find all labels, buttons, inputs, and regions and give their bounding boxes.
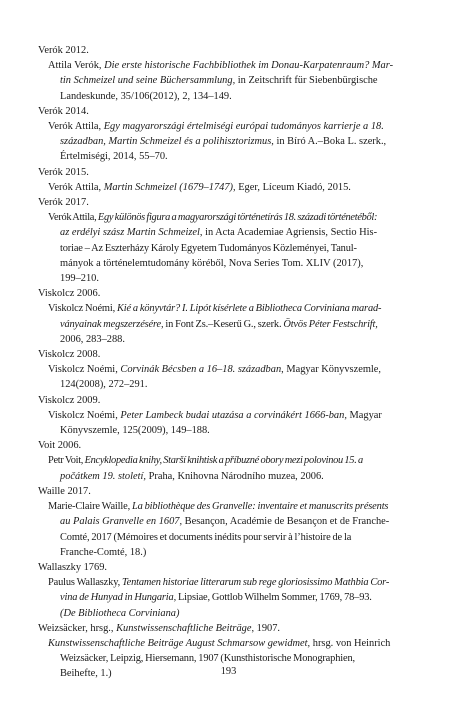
text-run: Die erste historische Fachbibliothek im Donau-Karpatenraum? Mar- [104,60,394,72]
text-run: Beihefte, 1.) [60,668,112,680]
text-run: Martin Schmeizel (1679–1747), [103,181,236,193]
entry-key: Verók 2014. [38,105,89,117]
entry-line [48,636,420,651]
text-run: Viskolcz Noémi, [48,303,117,315]
text-run: au Palais Granvelle en 1607, [60,516,183,528]
text-run: Weizsäcker, Leipzig, Hiersemann, 1907 (Kunsthistorische Monographien, [60,653,355,665]
text-run: , in Acta Academiae Agriensis, Sectio His- [199,227,378,239]
entry-line [48,58,420,73]
entry-key [38,621,420,636]
text-run: Értelmiségi, 2014, 55–70. [60,151,168,163]
text-run: Verók Attila, [48,121,104,133]
text-run: Lipsiae, Gottlob Wilhelm Sommer, 1769, 78–93. [176,592,372,604]
text-run: 2006, 283–288. [60,333,125,345]
entry-key: Verók 2015. [38,166,89,178]
text-run: tin Schmeizel und seine Büchersammlung, [60,75,236,87]
entry-key: Voit 2006. [38,440,82,452]
text-run: Verók Attila, [48,181,104,193]
text-run: Petr Voit, [48,455,85,467]
text-run: , in Bíró A.–Boka L. szerk., [271,136,387,148]
text-run: Franche-Comté, 18.) [60,546,147,558]
text-run: Corvinák Bécsben a 16–18. században [120,364,282,376]
entry-line [48,89,420,104]
text-run: Kunstwissenschaftliche Beiträge August Schmarsow gewidmet, [48,637,311,649]
text-run: Verók Attila, [48,212,98,224]
bibliography-entry [38,119,420,165]
text-run: hrsg. von Heinrich [310,637,391,649]
entry-line [48,408,420,423]
entry-line [48,423,420,438]
entry-line [48,241,420,256]
bibliography-entry [38,453,420,483]
text-run: mányok a történelemtudomány köréből, Nova Series Tom. XLIV (2017), [60,257,364,269]
text-run: ványainak megszerzésére, [60,318,164,330]
text-run: Besançon, Académie de Besançon et de Franche- [182,516,390,528]
bibliography-entry [38,362,420,392]
bibliography-entry [38,58,420,104]
text-run: Attila Verók, [48,60,105,72]
entry-key: Viskolcz 2006. [38,288,101,300]
entry-line [48,606,420,621]
entry-key: Verók 2012. [38,45,89,56]
text-run: (De Bibliotheca Corviniana) [60,607,180,619]
entry-line [48,514,420,529]
entry-line [48,362,420,377]
text-run: vina de Hunyad in Hungaria, [60,592,177,604]
text-run: az erdélyi szász Martin Schmeizel [60,227,200,239]
entry-line [48,530,420,545]
entry-key: Viskolcz 2009. [38,394,101,406]
entry-line [48,119,420,134]
entry-line [48,256,420,271]
bibliography-list [38,43,420,682]
text-run: Egy különös figura a magyarországi történetírás 18. századi történetéből: [97,212,378,224]
text-run: 199–210. [60,273,99,285]
text-run: Praha, Knihovna Národního muzea, 2006. [146,470,324,482]
entry-line [48,469,420,484]
bibliography-entry [38,180,420,195]
text-run: Landeskunde, 35/106(2012), 2, 134–149. [60,90,232,102]
text-run: Viskolcz Noémi, [48,409,121,421]
text-run: Marie-Claire Waille, [48,501,132,513]
text-run: , 1907. [251,622,281,634]
entry-line [48,73,420,88]
entry-line [48,545,420,560]
entry-line [48,149,420,164]
entry-line [48,377,420,392]
text-run: počátkem 19. století, [60,470,146,482]
entry-line [48,575,420,590]
text-run: , Magyar Könyvszemle, [281,364,381,376]
text-run: toriae – Az Eszterházy Károly Egyetem Tudományos Közleményei, Tanul- [60,242,357,254]
entry-line [48,271,420,286]
bibliography-entry [38,499,420,560]
text-run: Paulus Wallaszky, [48,577,122,589]
bibliography-entry [38,210,420,286]
entry-line [48,210,420,225]
text-run: Peter Lambeck budai utazása a corvinákért 1666-ban, [120,409,347,421]
text-run: Viskolcz Noémi, [48,364,121,376]
text-run: Encyklopedia knihy, Starší knihtisk a příbuzné obory mezi polovinou 15. a [84,455,363,467]
entry-line [48,134,420,149]
entry-key: Wallaszky 1769. [38,561,107,573]
entry-line [48,301,420,316]
bibliography-entry [38,575,420,621]
text-run: Tentamen historiae litterarum sub rege gloriosissimo Mathbia Cor- [121,577,390,589]
text-run: Eger, Líceum Kiadó, 2015. [235,181,351,193]
bibliography-entry [38,408,420,438]
entry-line [48,180,420,195]
entry-key: Verók 2017. [38,197,89,209]
entry-key: Waille 2017. [38,485,91,497]
text-run: Könyvszemle, 125(2009), 149–188. [60,425,210,437]
entry-line [48,317,420,332]
text-run: Egy magyarországi értelmiségi európai tudományos karrierje a 18. [103,121,384,133]
entry-key: Viskolcz 2008. [38,349,101,361]
entry-line [48,453,420,468]
text-run: Comté, 2017 (Mémoires et documents inédits pour servir à l’histoire de la [60,531,352,543]
bibliography-entry [38,301,420,347]
text-run: században, Martin Schmeizel és a polihisztorizmus [60,136,272,148]
entry-line [48,590,420,605]
text-run: La bibliothèque des Granvelle: inventaire et manuscrits présents [131,501,389,513]
text-run: 124(2008), 272–291. [60,379,148,391]
text-run: Ötvös Péter Festschrift, [283,318,378,330]
text-run: in Font Zs.–Keserű G., szerk. [163,318,284,330]
text-run: Kié a könyvtár? I. Lipót kísérlete a Bibliotheca Corviniana marad- [116,303,382,315]
text-run: Kunstwissenschaftliche Beiträge [116,622,252,634]
entry-line [48,499,420,514]
entry-line [48,332,420,347]
text-run: Weizsäcker, hrsg., [38,622,117,634]
page-number: 193 [220,666,237,677]
text-run: in Zeitschrift für Siebenbürgische [235,75,378,87]
entry-line [48,225,420,240]
text-run: Magyar [346,409,382,421]
